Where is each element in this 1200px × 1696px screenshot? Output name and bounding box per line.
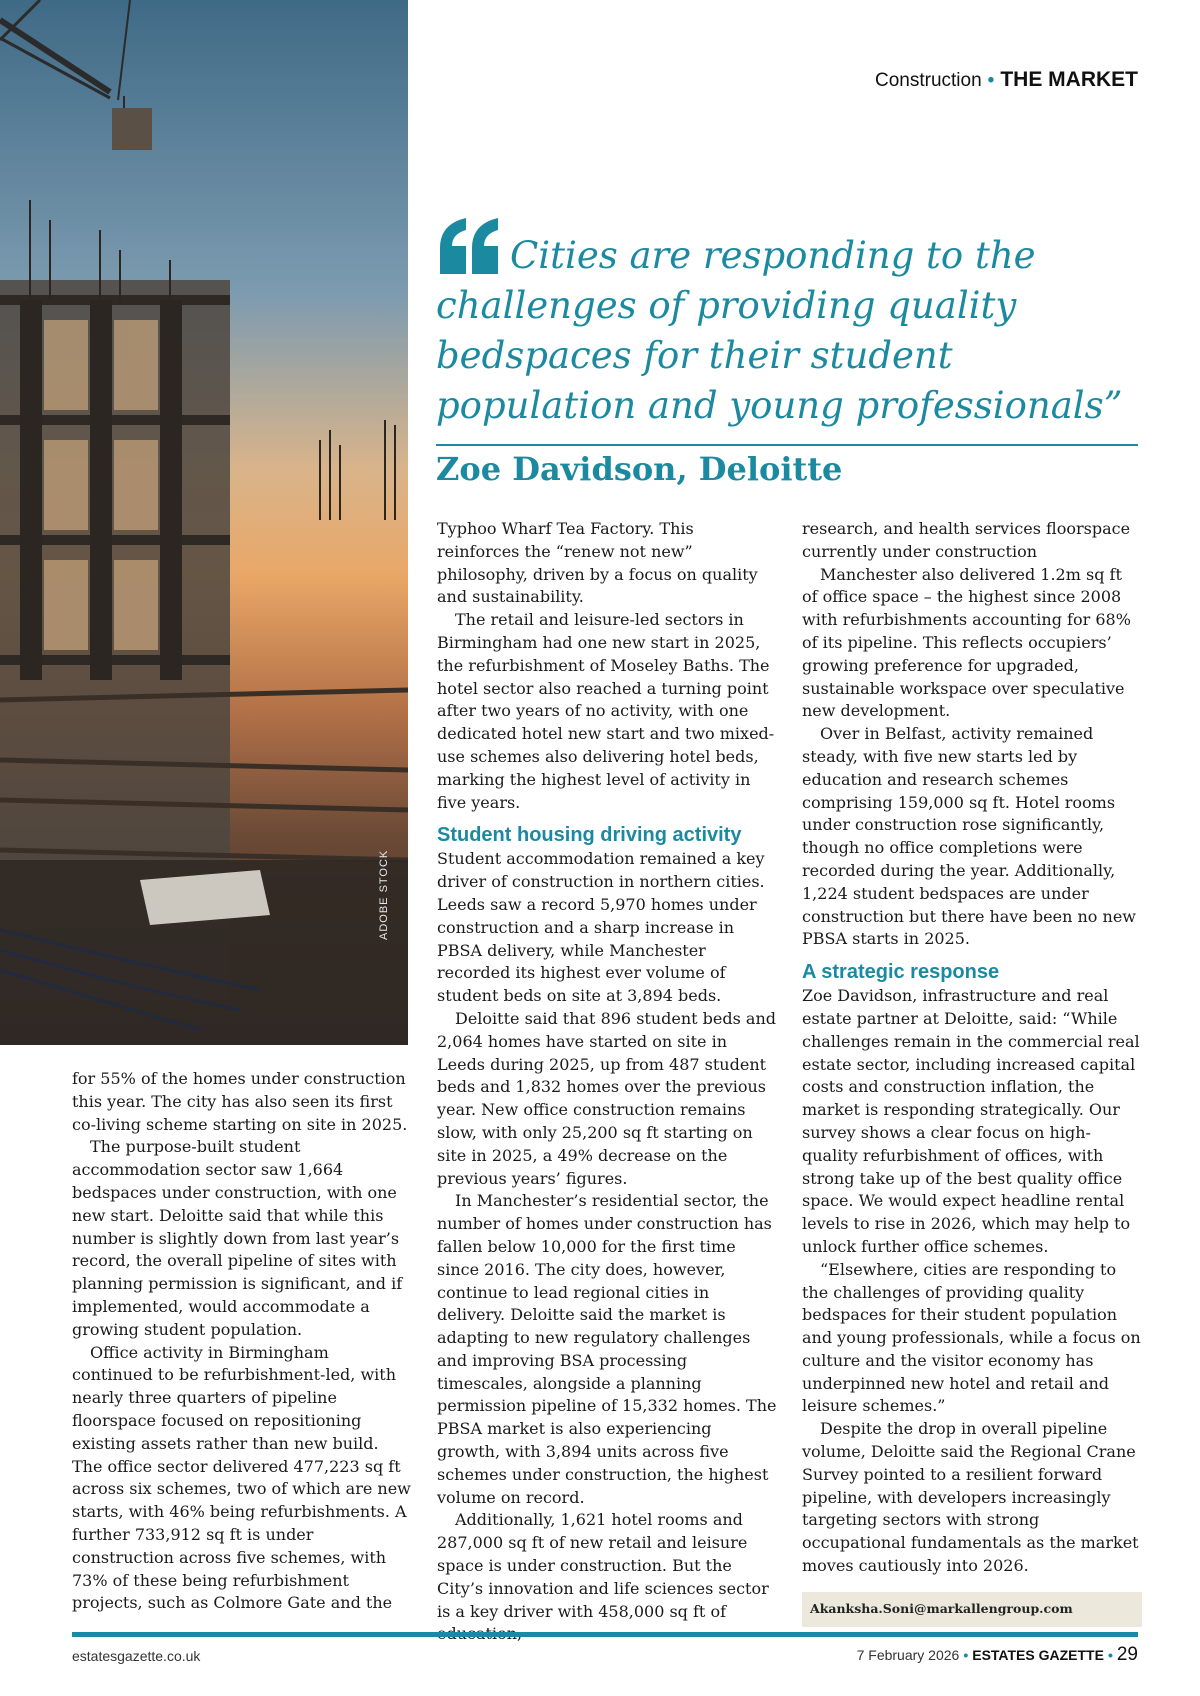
paragraph: In Manchester’s residential sector, the number of homes under construction has fallen below 10,000 for the first time since 2016. The city does, however, continue to lead regional cities in delivery. Deloitte said the market is adapting to new regulatory challenges and improving BSA processing timescales, alongside a planning permission pipeline of 15,332 homes. The PBSA market is also experiencing growth, with 3,894 units across five schemes under construction, the highest volume on record. bbox=[437, 1191, 777, 1507]
article-column-1 bbox=[72, 1068, 412, 1615]
paragraph: The purpose-built student accommodation sector saw 1,664 bedspaces under construction, with one new start. Deloitte said that while this number is slightly down from last year’s record, the overall pipeline of sites with planning permission is significant, and if implemented, would accommodate a growing student population. bbox=[72, 1137, 403, 1339]
footer-separator-dot: • bbox=[1107, 1647, 1113, 1663]
quote-mark-icon bbox=[436, 218, 502, 274]
page-number: 29 bbox=[1116, 1644, 1138, 1665]
pull-quote-text: Cities are responding to the challenges of providing quality bedspaces for their student population and young professionals” bbox=[436, 234, 1123, 427]
construction-illustration bbox=[0, 0, 408, 1045]
article-column-2 bbox=[437, 518, 777, 1646]
paragraph: The retail and leisure-led sectors in Birmingham had one new start in 2025, the refurbishment of Moseley Baths. The hotel sector also reached a turning point after two years of no activity, with one dedicated hotel new start and two mixed-use schemes also delivering hotel beds, marking the highest level of activity in five years. bbox=[437, 610, 775, 812]
paragraph: Over in Belfast, activity remained steady, with five new starts led by education and research schemes comprising 159,000 sq ft. Hotel rooms under construction rose significantly, though no office completions were recorded during the year. Additionally, 1,224 student bedspaces are under construction but there have been no new PBSA starts in 2025. bbox=[802, 724, 1136, 949]
section-label: Construction bbox=[875, 70, 982, 91]
section-title: THE MARKET bbox=[1000, 68, 1138, 91]
paragraph: Manchester also delivered 1.2m sq ft of office space – the highest since 2008 with refurbishments accounting for 68% of its pipeline. This reflects occupiers’ growing preference for upgraded, sustainable workspace over speculative new development. bbox=[802, 564, 1131, 721]
paragraph: Office activity in Birmingham continued to be refurbishment-led, with nearly three quarters of pipeline floorspace focused on repositioning existing assets rather than new build. The office sector delivered 477,223 sq ft across six schemes, two of which are new starts, with 46% being refurbishments. A further 733,912 sq ft is under construction across five schemes, with 73% of these being refurbishment projects, such as Colmore Gate and the bbox=[72, 1342, 411, 1613]
paragraph: “Elsewhere, cities are responding to the challenges of providing quality bedspaces for their student population and young professionals, while a focus on culture and the visitor economy has underpinned new hotel and retail and leisure schemes.” bbox=[802, 1259, 1141, 1416]
paragraph: Student accommodation remained a key driver of construction in northern cities. Leeds saw a record 5,970 homes under construction and a sharp increase in PBSA delivery, while Manchester recorded its highest ever volume of student beds on site at 3,894 beds. bbox=[437, 849, 765, 1006]
pull-quote bbox=[436, 218, 1136, 431]
footer-issue-info bbox=[857, 1644, 1138, 1666]
footer-separator-dot: • bbox=[963, 1647, 969, 1663]
construction-photo bbox=[0, 0, 408, 1045]
header-separator-dot: • bbox=[987, 70, 995, 91]
photo-credit: ADOBE STOCK bbox=[378, 849, 390, 940]
quote-attribution: Zoe Davidson, Deloitte bbox=[436, 450, 843, 488]
footer-website-link[interactable]: estatesgazette.co.uk bbox=[72, 1648, 201, 1664]
subheading-strategic-response: A strategic response bbox=[802, 961, 1000, 984]
paragraph: Additionally, 1,621 hotel rooms and 287,000 sq ft of new retail and leisure space is under construction. But the City’s innovation and life sciences sector is a key driver with 458,000 sq ft of bbox=[437, 1510, 769, 1621]
article-column-3 bbox=[802, 518, 1142, 1627]
paragraph: Zoe Davidson, infrastructure and real estate partner at Deloitte, said: “While challenges remain in the commercial real estate sector, including increased capital costs and construction inflation, the market is responding strategically. Our survey shows a clear focus on high-quality refurbishment of offices, with strong take up of the best quality office space. We would expect headline rental levels to rise in 2026, which may help to unlock further office schemes. bbox=[802, 986, 1140, 1256]
footer-rule bbox=[72, 1632, 1138, 1637]
subheading-student-housing: Student housing driving activity bbox=[437, 824, 742, 847]
author-email-link[interactable]: Akanksha.Soni@markallengroup.com bbox=[802, 1592, 1142, 1627]
paragraph: research, and health services floorspace currently under construction bbox=[802, 519, 1131, 561]
paragraph: for 55% of the homes under construction this year. The city has also seen its first co-living scheme starting on site in 2025. bbox=[72, 1069, 408, 1134]
footer-date: 7 February 2026 bbox=[856, 1647, 960, 1663]
section-header bbox=[875, 68, 1138, 92]
footer-magazine-name: ESTATES GAZETTE bbox=[972, 1647, 1104, 1663]
paragraph: Despite the drop in overall pipeline volume, Deloitte said the Regional Crane Survey pointed to a resilient forward pipeline, with developers increasingly targeting sectors with strong occupational fundamentals as the market moves cautiously into 2026. bbox=[802, 1419, 1139, 1576]
paragraph: Deloitte said that 896 student beds and 2,064 homes have started on site in Leeds during 2025, up from 487 student beds and 1,832 homes over the previous year. New office construction remains slow, with only 25,200 sq ft starting on site in 2025, a 49% decrease on the previous years’ figures. bbox=[437, 1008, 776, 1188]
paragraph: Typhoo Wharf Tea Factory. This reinforces the “renew not new” philosophy, driven by a focus on quality and sustainability. bbox=[437, 519, 758, 607]
